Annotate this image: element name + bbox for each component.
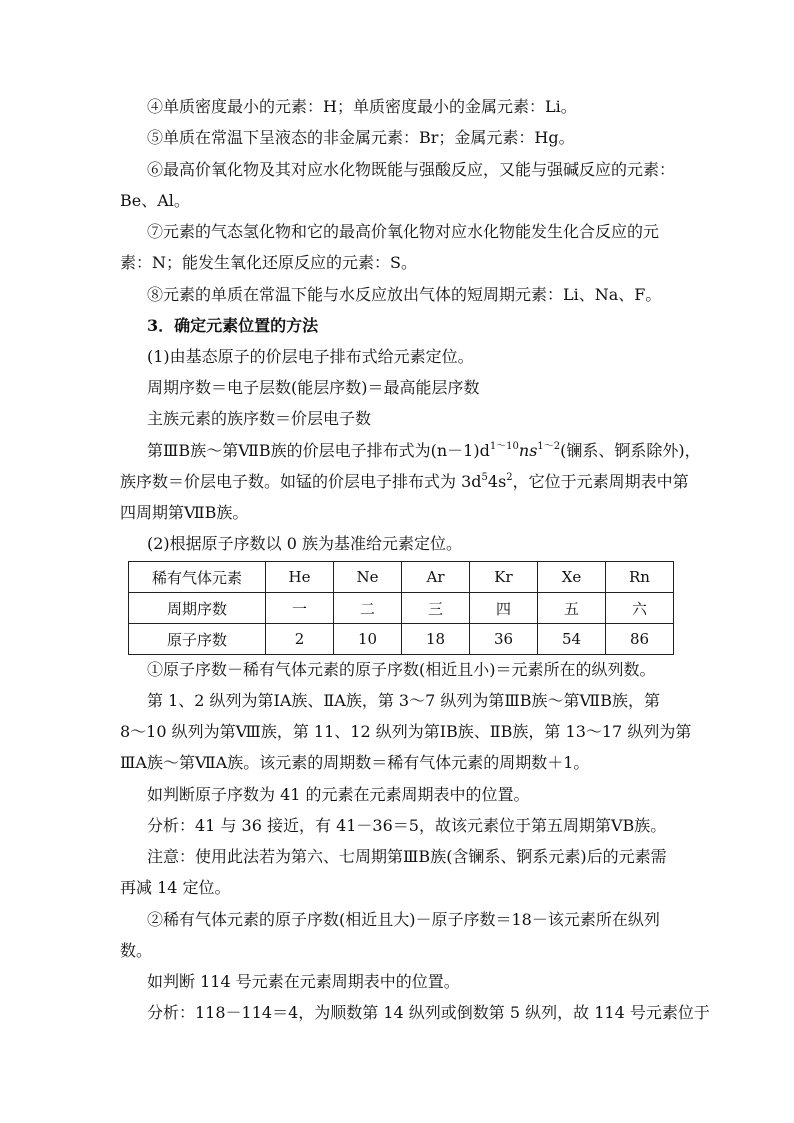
text-line: ⑥最高价氧化物及其对应水化物既能与强酸反应，又能与强碱反应的元素： bbox=[147, 160, 676, 179]
table-cell: He bbox=[266, 562, 334, 593]
table-cell: Kr bbox=[470, 562, 538, 593]
text-fragment: 第ⅢB族～第ⅦB族的价层电子排布式为(n－1)d bbox=[147, 441, 490, 460]
text-line: 再减 14 定位。 bbox=[120, 878, 231, 897]
text-line: 第 1、2 纵列为第ⅠA族、ⅡA族，第 3～7 纵列为第ⅢB族～第ⅦB族，第 bbox=[147, 691, 660, 710]
table-cell: 2 bbox=[266, 624, 334, 655]
text-line-formula bbox=[120, 472, 689, 492]
table-cell: 36 bbox=[470, 624, 538, 655]
text-line: 素：N；能发生氧化还原反应的元素：S。 bbox=[120, 253, 417, 272]
superscript: 5 bbox=[481, 472, 488, 483]
text-line: ②稀有气体元素的原子序数(相近且大)－原子序数＝18－该元素所在纵列 bbox=[147, 910, 660, 929]
table-cell: 54 bbox=[538, 624, 606, 655]
text-line: 注意：使用此法若为第六、七周期第ⅢB族(含镧系、锕系元素)后的元素需 bbox=[147, 847, 667, 866]
table-cell: 稀有气体元素 bbox=[129, 562, 266, 593]
text-line: ⑦元素的气态氢化物和它的最高价氧化物对应水化物能发生化合反应的元 bbox=[147, 222, 660, 241]
text-fragment: 族序数＝价层电子数。如锰的价层电子排布式为 3d bbox=[120, 472, 482, 491]
text-line: 数。 bbox=[120, 941, 153, 960]
text-line: ①原子序数－稀有气体元素的原子序数(相近且小)＝元素所在的纵列数。 bbox=[147, 660, 656, 679]
table-cell: 六 bbox=[606, 593, 674, 624]
table-cell: 五 bbox=[538, 593, 606, 624]
text-line: (2)根据原子序数以 0 族为基准给元素定位。 bbox=[147, 534, 463, 553]
section-heading: 3．确定元素位置的方法 bbox=[147, 316, 319, 335]
table-cell: 18 bbox=[402, 624, 470, 655]
table-cell: Rn bbox=[606, 562, 674, 593]
superscript: 1～10 bbox=[489, 441, 519, 452]
superscript: 2 bbox=[506, 472, 513, 483]
noble-gas-table bbox=[128, 561, 674, 655]
text-fragment: ，它位于元素周期表中第 bbox=[512, 472, 689, 491]
text-line: ⑧元素的单质在常温下能与水反应放出气体的短周期元素：Li、Na、F。 bbox=[147, 285, 662, 304]
text-fragment: 4s bbox=[487, 472, 507, 491]
table-cell: 四 bbox=[470, 593, 538, 624]
table-cell: 10 bbox=[334, 624, 402, 655]
table-cell: 二 bbox=[334, 593, 402, 624]
text-line: 主族元素的族序数＝价层电子数 bbox=[147, 409, 372, 428]
table-cell: 一 bbox=[266, 593, 334, 624]
text-line: 分析：41 与 36 接近，有 41－36＝5，故该元素位于第五周期第ⅤB族。 bbox=[147, 816, 667, 835]
text-line-formula bbox=[147, 441, 701, 461]
table-cell: 原子序数 bbox=[129, 624, 266, 655]
table-row bbox=[129, 593, 674, 624]
table-cell: 周期序数 bbox=[129, 593, 266, 624]
text-line: ⑤单质在常温下呈液态的非金属元素：Br；金属元素：Hg。 bbox=[147, 128, 575, 147]
text-line: Be、Al。 bbox=[120, 191, 190, 210]
table-cell: 86 bbox=[606, 624, 674, 655]
table-row bbox=[129, 562, 674, 593]
data-table bbox=[128, 561, 674, 655]
text-line: (1)由基态原子的价层电子排布式给元素定位。 bbox=[147, 347, 474, 366]
text-fragment: ns bbox=[518, 441, 538, 460]
text-line: ④单质密度最小的元素：H；单质密度最小的金属元素：Li。 bbox=[147, 97, 577, 116]
text-line: 四周期第ⅦB族。 bbox=[120, 503, 249, 522]
table-cell: Ne bbox=[334, 562, 402, 593]
text-line: 周期序数＝电子层数(能层序数)＝最高能层序数 bbox=[147, 378, 480, 397]
text-line: ⅢA族～第ⅦA族。该元素的周期数＝稀有气体元素的周期数＋1。 bbox=[120, 753, 590, 772]
table-cell: Xe bbox=[538, 562, 606, 593]
table-cell: Ar bbox=[402, 562, 470, 593]
text-line: 如判断原子序数为 41 的元素在元素周期表中的位置。 bbox=[147, 785, 530, 804]
table-row bbox=[129, 624, 674, 655]
text-line: 8～10 纵列为第Ⅷ族，第 11、12 纵列为第ⅠB族、ⅡB族，第 13～17 纵列为第 bbox=[120, 722, 692, 741]
table-cell: 三 bbox=[402, 593, 470, 624]
superscript: 1～2 bbox=[537, 441, 561, 452]
text-line: 分析：118－114＝4，为顺数第 14 纵列或倒数第 5 纵列，故 114 号元素位于 bbox=[147, 1003, 710, 1022]
text-fragment: (镧系、锕系除外)， bbox=[560, 441, 701, 460]
text-line: 如判断 114 号元素在元素周期表中的位置。 bbox=[147, 972, 460, 991]
